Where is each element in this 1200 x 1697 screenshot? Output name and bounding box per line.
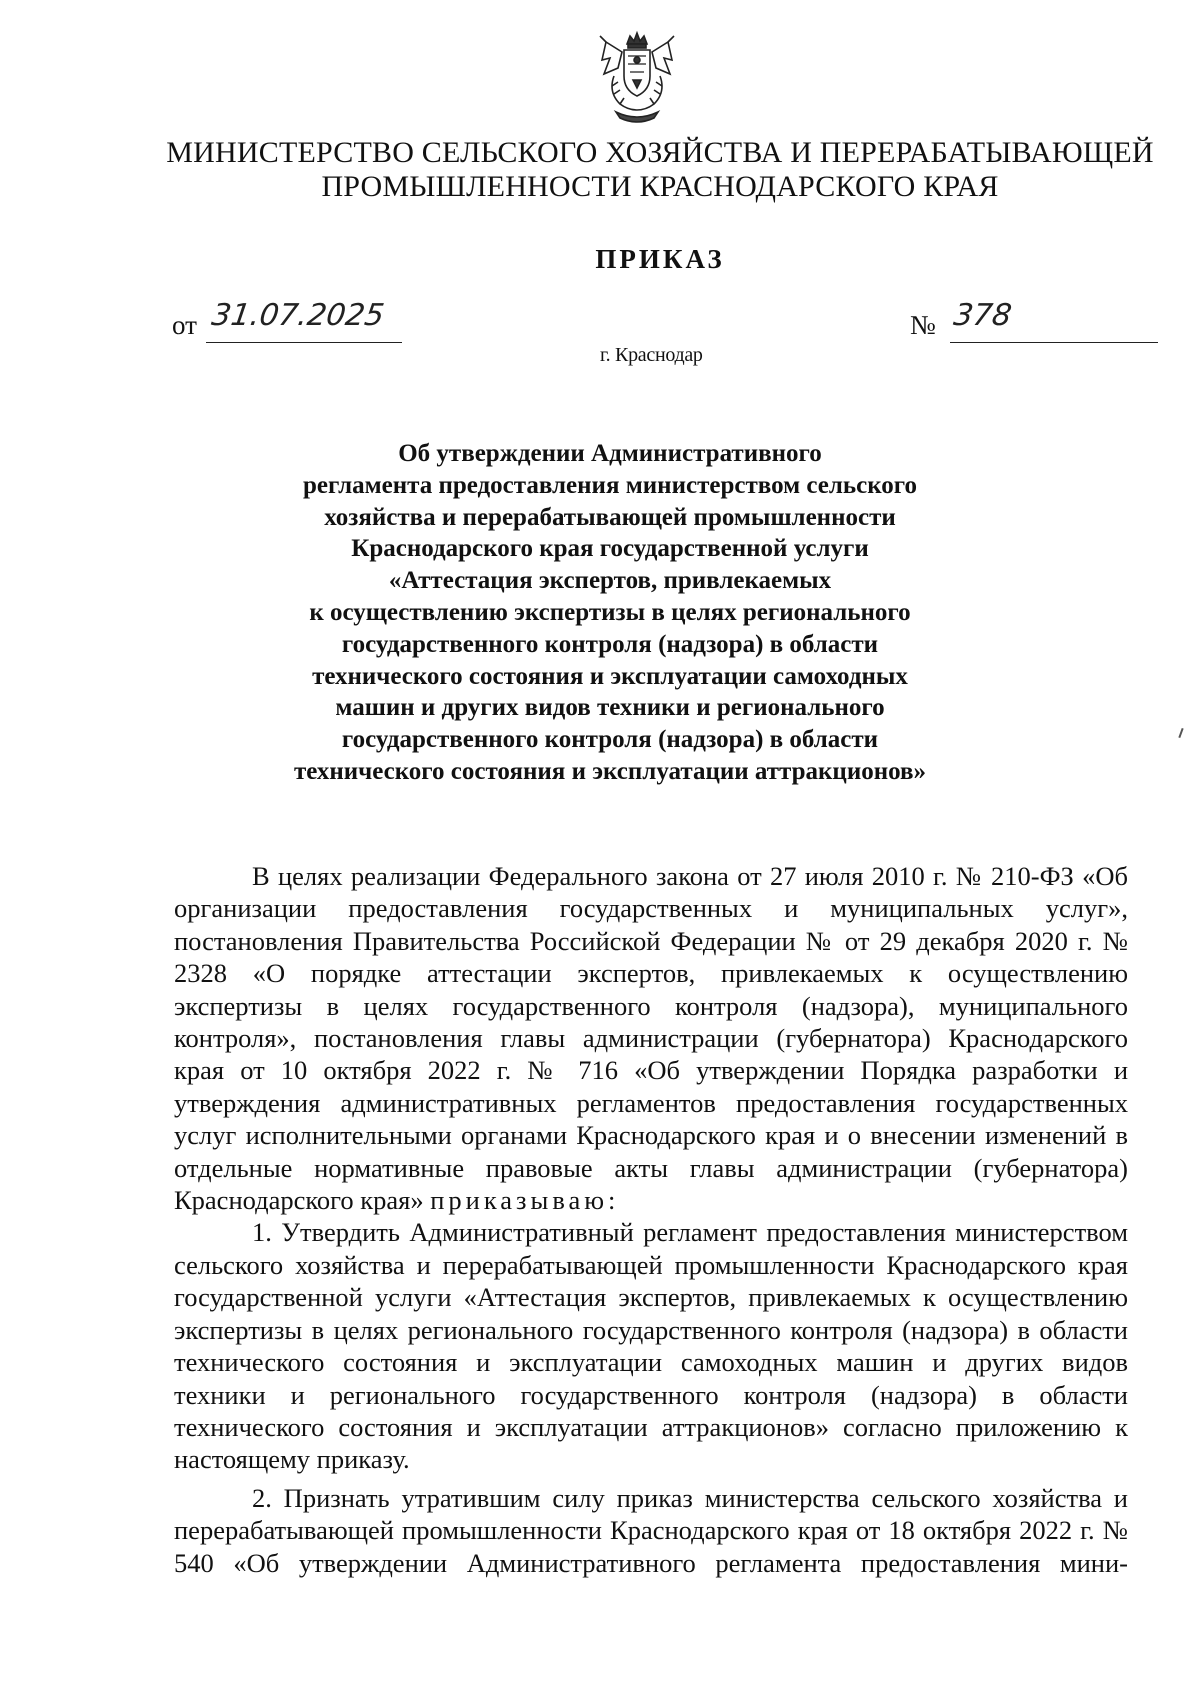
date-underline [206,342,402,343]
order-item-2: 2. Признать утратившим силу приказ министерства сельского хозяйства и перерабатывающей промышленности Краснодарского края от 18 октября 2022 г. № 540 «Об утверждении Административного регламента предоставления мини- [174,1482,1128,1578]
order-word: приказываю: [430,1185,620,1216]
title-line: регламента предоставления министерством сельского [302,471,918,499]
title-line: к осуществлению экспертизы в целях регионального [309,598,911,626]
number-prefix: № [910,310,936,340]
ministry-name [100,136,1200,204]
title-line: машин и других видов техники и регионального [335,694,885,722]
scan-mark [1178,728,1183,738]
handwritten-number: 378 [951,298,1014,333]
number-underline [950,342,1158,343]
coat-of-arms-icon [594,30,680,126]
handwritten-date: 31.07.2025 [209,298,387,333]
title-line: хозяйства и перерабатывающей промышленности [324,503,896,531]
title-line: «Аттестация экспертов, привлекаемых [388,567,832,595]
document-type: ПРИКАЗ [595,244,725,274]
intro-text: В целях реализации Федерального закона от 27 июля 2010 г. № 210-ФЗ «Об организации предоставления государственных и муниципальных услуг», постановления Правительства Российской Федерации № от 29 декабря 2020 г. № 2328 «О порядке аттестации экспертов, привлекаемых к осуществлению экспертизы в целях государственного контроля (надзора), муниципального контроля», постановления главы администрации (губернатора) Краснодарского края от 10 октября 2022 г. № 716 «Об утверждении Порядка разработки и утверждения административных регламентов предоставления государственных услуг исполнительными органами Краснодарского края и о внесении изменений в отдельные нормативные правовые акты главы администрации (губернатора) Краснодарского края» [174,861,1128,1216]
date-prefix: от [172,310,197,340]
title-line: Краснодарского края государственной услуги [351,535,869,563]
intro-paragraph [174,860,1128,1216]
document-title [210,438,1010,788]
title-line: государственного контроля (надзора) в области [341,726,879,754]
ministry-name-line2: ПРОМЫШЛЕННОСТИ КРАСНОДАРСКОГО КРАЯ [321,170,999,203]
title-line: государственного контроля (надзора) в области [341,630,879,658]
title-line: технического состояния и эксплуатации аттракционов» [293,757,927,785]
document-body [174,860,1128,1579]
city: г. Краснодар [600,344,703,366]
ministry-name-line1: МИНИСТЕРСТВО СЕЛЬСКОГО ХОЗЯЙСТВА И ПЕРЕРАБАТЫВАЮЩЕЙ [166,136,1154,169]
title-line: технического состояния и эксплуатации самоходных [312,662,908,690]
title-line: Об утверждении Административного [398,440,822,467]
order-item-1: 1. Утвердить Административный регламент предоставления министерством сельского хозяйства и перерабатывающей промышленности Краснодарского края государственной услуги «Аттестация экспертов, привлекаемых к осуществлению экспертизы в целях регионального государственного контроля (надзора) в области технического состояния и эксплуатации самоходных машин и других видов техники и регионального государственного контроля (надзора) в области технического состояния и эксплуатации аттракционов» согласно приложению к настоящему приказу. [174,1217,1128,1475]
